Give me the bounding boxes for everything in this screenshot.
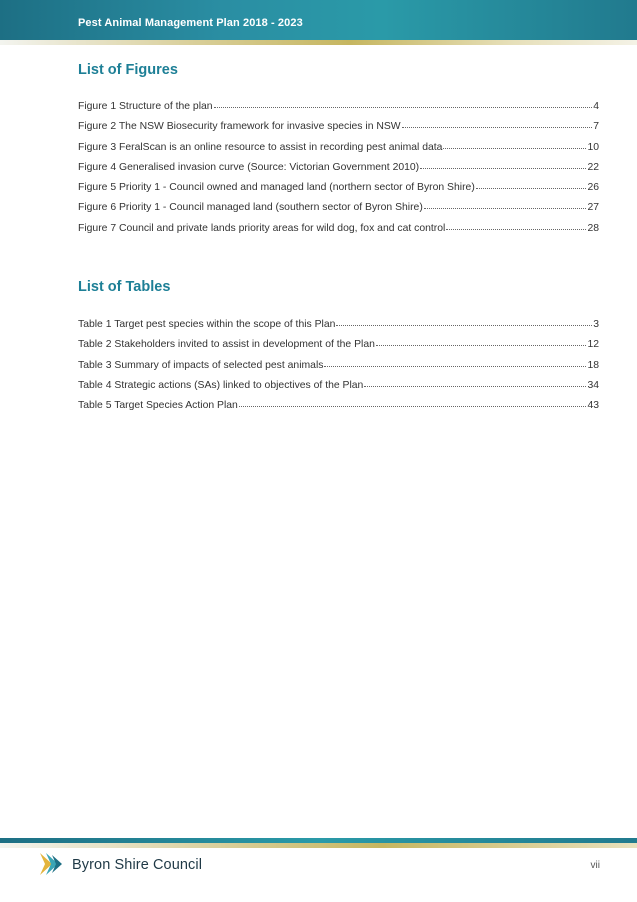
entry-label: Figure 5 Priority 1 - Council owned and managed land (northern sector of Byron Shire): [78, 182, 475, 194]
dot-leader: [443, 148, 586, 149]
entry-label: Figure 2 The NSW Biosecurity framework for invasive species in NSW: [78, 121, 401, 133]
entry-label: Figure 6 Priority 1 - Council managed land (southern sector of Byron Shire): [78, 202, 423, 214]
entry-page-number: 28: [587, 222, 599, 234]
table-entry[interactable]: [78, 339, 599, 359]
list-of-figures: [78, 101, 599, 243]
entry-page-number: 7: [593, 121, 599, 133]
byron-shire-council-logo-icon: [38, 851, 66, 877]
dot-leader: [476, 188, 587, 189]
entry-label: Figure 7 Council and private lands priority areas for wild dog, fox and cat control: [78, 222, 446, 234]
entry-page-number: 18: [587, 359, 599, 371]
entry-label: Table 2 Stakeholders invited to assist in development of the Plan: [78, 339, 375, 351]
figure-entry[interactable]: [78, 101, 599, 121]
entry-label: Figure 3 FeralScan is an online resource to assist in recording pest animal data: [78, 141, 443, 153]
dot-leader: [364, 386, 586, 387]
document-title: Pest Animal Management Plan 2018 - 2023: [78, 17, 303, 29]
figure-entry[interactable]: [78, 202, 599, 222]
dot-leader: [420, 168, 586, 169]
dot-leader: [336, 325, 592, 326]
entry-page-number: 10: [587, 141, 599, 153]
entry-page-number: 4: [593, 101, 599, 112]
dot-leader: [424, 208, 587, 209]
dot-leader: [239, 406, 587, 407]
page-header: [0, 0, 637, 40]
figure-entry[interactable]: [78, 162, 599, 182]
entry-page-number: 26: [587, 182, 599, 194]
entry-label: Table 4 Strategic actions (SAs) linked to objectives of the Plan: [78, 379, 364, 391]
organisation-name: Byron Shire Council: [72, 857, 203, 873]
table-entry[interactable]: [78, 360, 599, 380]
list-of-tables: [78, 319, 599, 420]
entry-label: Figure 1 Structure of the plan: [78, 101, 213, 112]
dot-leader: [324, 366, 586, 367]
entry-page-number: 3: [593, 319, 599, 330]
dot-leader: [446, 229, 586, 230]
entry-page-number: 43: [587, 400, 599, 412]
table-entry[interactable]: [78, 319, 599, 339]
entry-page-number: 22: [587, 161, 599, 173]
dot-leader: [402, 127, 593, 128]
entry-label: Table 5 Target Species Action Plan: [78, 400, 238, 412]
figure-entry[interactable]: [78, 121, 599, 141]
list-of-figures-heading: List of Figures: [78, 62, 178, 78]
list-of-tables-heading: List of Tables: [78, 279, 171, 295]
entry-label: Figure 4 Generalised invasion curve (Source: Victorian Government 2010): [78, 161, 420, 173]
footer-accent-stripe: [0, 843, 637, 848]
entry-page-number: 12: [587, 339, 599, 351]
entry-page-number: 27: [587, 202, 599, 214]
entry-label: Table 3 Summary of impacts of selected pest animals: [78, 359, 324, 371]
figure-entry[interactable]: [78, 142, 599, 162]
page-number: vii: [590, 860, 600, 871]
header-accent-stripe: [0, 40, 637, 45]
entry-page-number: 34: [587, 379, 599, 391]
dot-leader: [214, 107, 593, 108]
entry-label: Table 1 Target pest species within the scope of this Plan: [78, 319, 336, 330]
table-entry[interactable]: [78, 400, 599, 420]
table-entry[interactable]: [78, 380, 599, 400]
dot-leader: [376, 345, 587, 346]
figure-entry[interactable]: [78, 223, 599, 243]
figure-entry[interactable]: [78, 182, 599, 202]
